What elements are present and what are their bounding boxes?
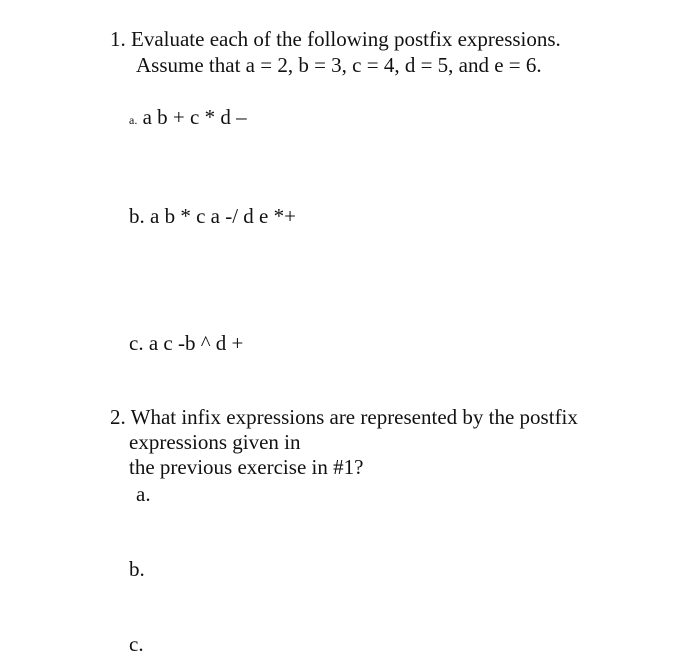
q2-heading-cont1: expressions given in (129, 430, 301, 454)
q2-heading-cont2: the previous exercise in #1? (129, 455, 364, 479)
q1-assumption: Assume that a = 2, b = 3, c = 4, d = 5, and e = 6. (136, 53, 542, 77)
q2-part-c: c. (129, 632, 144, 656)
q2-heading: 2. What infix expressions are represented by the postfix (110, 405, 578, 429)
q2-part-b: b. (129, 557, 145, 581)
q1-part-a-expression: a b + c * d – (142, 105, 247, 129)
q1-part-a-label: a. (129, 113, 138, 127)
q1-part-a (129, 104, 247, 133)
q1-part-c: c. a c -b ^ d + (129, 331, 244, 355)
q1-part-b: b. a b * c a -/ d e *+ (129, 204, 296, 228)
q1-heading: 1. Evaluate each of the following postfix expressions. (110, 27, 561, 51)
q2-part-a: a. (136, 482, 151, 506)
